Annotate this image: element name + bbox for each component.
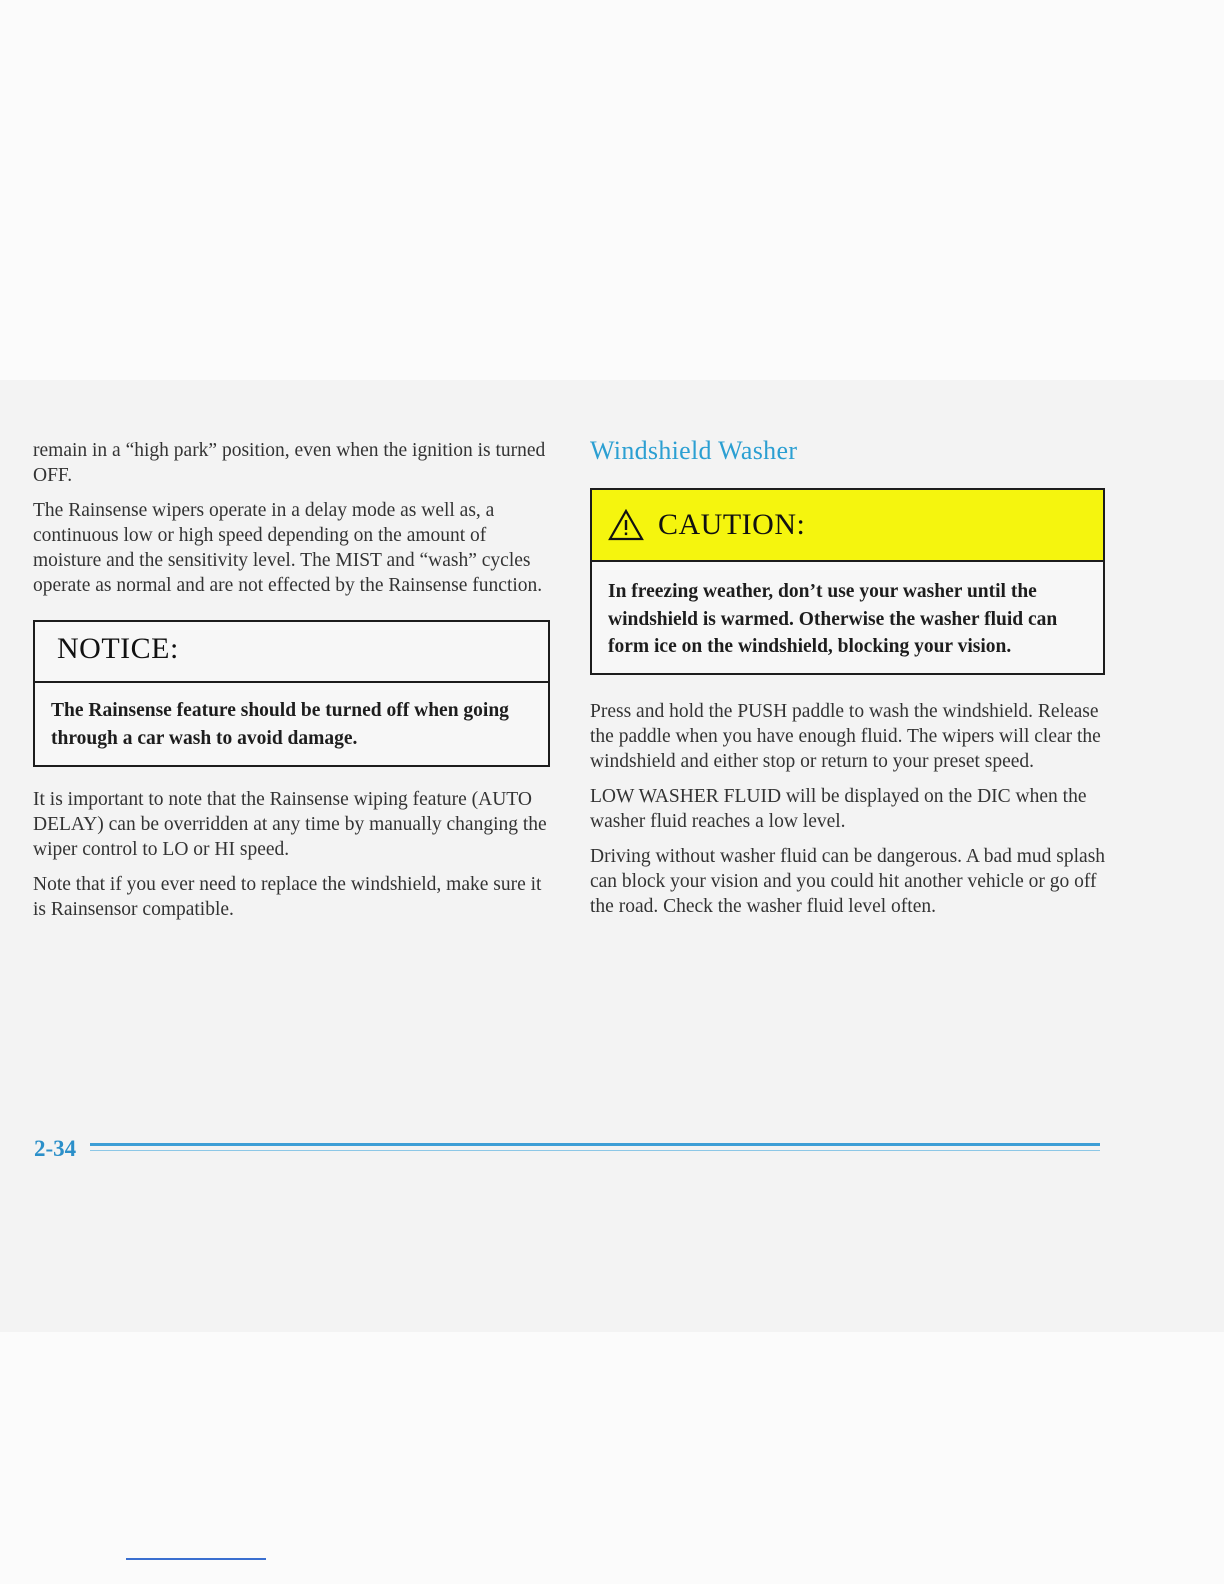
caution-text: In freezing weather, don’t use your washer until the windshield is warmed. Otherwise the washer fluid can form ice on the windshield, blocking your vision. <box>608 581 1058 657</box>
caution-header <box>592 490 1103 562</box>
paragraph-push-paddle: Press and hold the PUSH paddle to wash the windshield. Release the paddle when you have enough fluid. The wipers will clear the windshield and either stop or return to your preset speed. <box>590 700 1101 772</box>
caution-heading: CAUTION: <box>658 508 806 541</box>
notice-box <box>33 620 550 767</box>
footer-rule-thin <box>90 1150 1100 1151</box>
paragraph-driving-without-fluid: Driving without washer fluid can be dangerous. A bad mud splash can block your vision and you could hit another vehicle or go off the road. Check the washer fluid level often. <box>590 845 1106 917</box>
paragraph-low-washer-fluid: LOW WASHER FLUID will be displayed on the DIC when the washer fluid reaches a low level. <box>590 785 1087 832</box>
bottom-divider <box>126 1558 266 1560</box>
notice-text: The Rainsense feature should be turned off when going through a car wash to avoid damage. <box>51 700 509 749</box>
left-column <box>33 438 553 932</box>
caution-box <box>590 488 1105 675</box>
section-title: Windshield Washer <box>590 436 798 465</box>
page-footer <box>34 1130 1104 1170</box>
paragraph-high-park: remain in a “high park” position, even when the ignition is turned OFF. <box>33 440 546 486</box>
notice-heading: NOTICE: <box>35 622 548 683</box>
right-column <box>590 436 1115 929</box>
paragraph-auto-delay: It is important to note that the Rainsense wiping feature (AUTO DELAY) can be overridden at any time by manually changing the wiper control to LO or HI speed. <box>33 789 547 860</box>
page-number: 2-34 <box>34 1136 77 1161</box>
footer-rule <box>90 1143 1100 1146</box>
paragraph-rainsensor-compatible: Note that if you ever need to replace the windshield, make sure it is Rainsensor compatible. <box>33 874 542 920</box>
warning-triangle-icon <box>608 509 644 541</box>
paragraph-rainsense-modes: The Rainsense wipers operate in a delay mode as well as, a continuous low or high speed depending on the amount of moisture and the sensitivity level. The MIST and “wash” cycles operate as normal and are not effected by the Rainsense function. <box>33 500 543 596</box>
